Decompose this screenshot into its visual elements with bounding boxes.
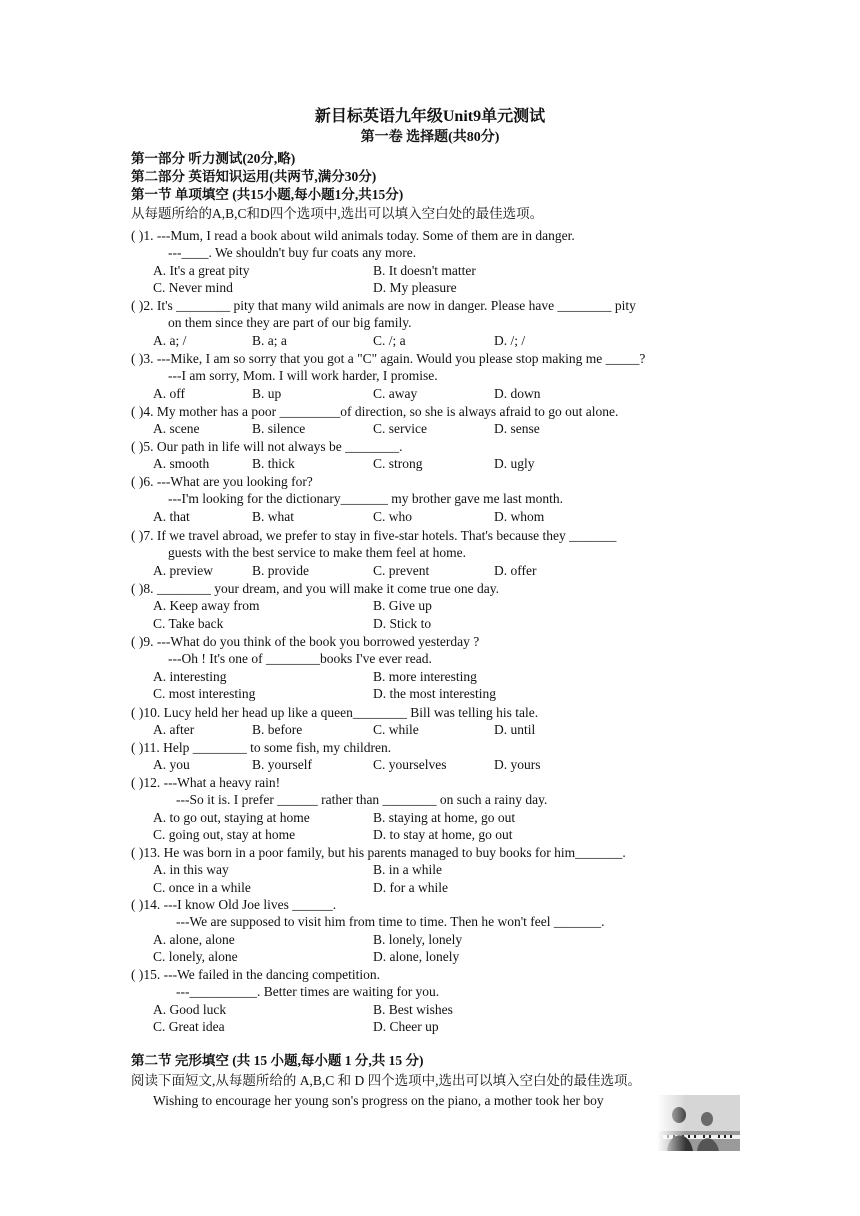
part2-heading: 第二部分 英语知识运用(共两节,满分30分): [131, 169, 377, 184]
question-3-stem: ( )3. ---Mike, I am so sorry that you got a "C" again. Would you please stop making me _____?: [131, 351, 646, 366]
question-12-option: A. to go out, staying at home: [153, 809, 310, 825]
question-9-dialogue-line: ---Oh ! It's one of ________books I've ever read.: [168, 651, 432, 667]
question-14-option: A. alone, alone: [153, 931, 235, 947]
question-15-option: A. Good luck: [153, 1001, 227, 1017]
question-10-option: C. while: [373, 722, 419, 738]
page-title: 新目标英语九年级Unit9单元测试: [314, 108, 546, 125]
question-15-option: B. Best wishes: [373, 1001, 453, 1017]
question-1-option: D. My pleasure: [373, 280, 457, 296]
question-15-dialogue-line: ---__________. Better times are waiting for you.: [176, 984, 440, 1000]
question-15-option: C. Great idea: [153, 1019, 225, 1035]
question-5-option: B. thick: [252, 456, 295, 472]
question-9-stem: ( )9. ---What do you think of the book you borrowed yesterday ?: [131, 634, 480, 649]
question-2-stem: ( )2. It's ________ pity that many wild animals are now in danger. Please have ________ pity: [131, 298, 636, 313]
question-8-option: C. Take back: [153, 615, 224, 631]
question-4-option: C. service: [373, 421, 427, 437]
question-8-option: B. Give up: [373, 598, 432, 614]
question-9-option: D. the most interesting: [373, 686, 496, 702]
question-12-dialogue-line: ---So it is. I prefer ______ rather than ________ on such a rainy day.: [176, 792, 548, 808]
question-2-option: D. /; /: [494, 332, 526, 348]
question-14-option: D. alone, lonely: [373, 949, 460, 965]
question-1-stem: ( )1. ---Mum, I read a book about wild animals today. Some of them are in danger.: [131, 228, 575, 243]
question-9-option: A. interesting: [153, 668, 227, 684]
question-7-option: B. provide: [252, 562, 309, 578]
question-13-option: C. once in a while: [153, 879, 251, 895]
question-14-stem: ( )14. ---I know Old Joe lives ______.: [131, 897, 337, 912]
question-13-stem: ( )13. He was born in a poor family, but his parents managed to buy books for him_______.: [131, 845, 626, 860]
question-5-option: C. strong: [373, 456, 423, 472]
question-3-option: A. off: [153, 385, 185, 401]
question-7-dialogue-line: guests with the best service to make them feel at home.: [168, 545, 467, 561]
question-1-option: B. It doesn't matter: [373, 262, 476, 278]
question-9-option: B. more interesting: [373, 668, 477, 684]
question-10-option: D. until: [494, 722, 536, 738]
question-1-dialogue-line: ---____. We shouldn't buy fur coats any more.: [168, 245, 417, 261]
question-8-option: A. Keep away from: [153, 598, 260, 614]
question-12-option: D. to stay at home, go out: [373, 827, 513, 843]
question-11-stem: ( )11. Help ________ to some fish, my children.: [131, 740, 392, 755]
question-6-option: B. what: [252, 508, 294, 524]
question-4-option: A. scene: [153, 421, 200, 437]
question-11-option: C. yourselves: [373, 757, 447, 773]
question-2-option: C. /; a: [373, 332, 406, 348]
part1-heading: 第一部分 听力测试(20分,略): [131, 151, 296, 166]
question-2-option: B. a; a: [252, 332, 287, 348]
question-7-option: A. preview: [153, 562, 213, 578]
question-4-stem: ( )4. My mother has a poor _________of direction, so she is always afraid to go out alone.: [131, 404, 619, 419]
question-5-option: D. ugly: [494, 456, 535, 472]
question-14-dialogue-line: ---We are supposed to visit him from time to time. Then he won't feel _______.: [176, 914, 605, 930]
question-8-option: D. Stick to: [373, 615, 432, 631]
question-5-stem: ( )5. Our path in life will not always be ________.: [131, 439, 403, 454]
section2-heading: 第二节 完形填空 (共 15 小题,每小题 1 分,共 15 分): [131, 1053, 424, 1068]
question-10-option: A. after: [153, 722, 195, 738]
piano-photo: [657, 1095, 740, 1151]
question-10-stem: ( )10. Lucy held her head up like a queen________ Bill was telling his tale.: [131, 705, 539, 720]
question-14-option: C. lonely, alone: [153, 949, 238, 965]
question-12-option: B. staying at home, go out: [373, 809, 516, 825]
question-6-dialogue-line: ---I'm looking for the dictionary_______ my brother gave me last month.: [168, 491, 563, 507]
question-4-option: B. silence: [252, 421, 306, 437]
section1-heading: 第一节 单项填空 (共15小题,每小题1分,共15分): [131, 187, 404, 202]
question-11-option: A. you: [153, 757, 190, 773]
question-2-option: A. a; /: [153, 332, 187, 348]
question-6-option: A. that: [153, 508, 190, 524]
question-12-option: C. going out, stay at home: [153, 827, 296, 843]
question-1-option: A. It's a great pity: [153, 262, 250, 278]
passage-text: Wishing to encourage her young son's progress on the piano, a mother took her boy: [153, 1093, 604, 1108]
question-4-option: D. sense: [494, 421, 540, 437]
question-13-option: A. in this way: [153, 862, 229, 878]
question-12-stem: ( )12. ---What a heavy rain!: [131, 775, 281, 790]
question-1-option: C. Never mind: [153, 280, 233, 296]
question-3-dialogue-line: ---I am sorry, Mom. I will work harder, I promise.: [168, 368, 438, 384]
question-7-option: C. prevent: [373, 562, 430, 578]
question-9-option: C. most interesting: [153, 686, 256, 702]
question-15-stem: ( )15. ---We failed in the dancing competition.: [131, 967, 380, 982]
section1-instructions: 从每题所给的A,B,C和D四个选项中,选出可以填入空白处的最佳选项。: [131, 206, 544, 221]
question-10-option: B. before: [252, 722, 303, 738]
question-13-option: D. for a while: [373, 879, 448, 895]
question-13-option: B. in a while: [373, 862, 442, 878]
question-5-option: A. smooth: [153, 456, 210, 472]
volume-subtitle: 第一卷 选择题(共80分): [360, 130, 500, 145]
question-6-stem: ( )6. ---What are you looking for?: [131, 474, 313, 489]
question-8-stem: ( )8. ________ your dream, and you will make it come true one day.: [131, 581, 500, 596]
question-15-option: D. Cheer up: [373, 1019, 439, 1035]
question-11-option: B. yourself: [252, 757, 312, 773]
question-11-option: D. yours: [494, 757, 541, 773]
question-3-option: B. up: [252, 385, 282, 401]
question-6-option: D. whom: [494, 508, 545, 524]
section2-instructions: 阅读下面短文,从每题所给的 A,B,C 和 D 四个选项中,选出可以填入空白处的最佳选项。: [131, 1073, 642, 1088]
question-6-option: C. who: [373, 508, 413, 524]
question-2-dialogue-line: on them since they are part of our big family.: [168, 315, 412, 331]
question-3-option: C. away: [373, 385, 418, 401]
question-7-stem: ( )7. If we travel abroad, we prefer to stay in five-star hotels. That's because they _______: [131, 528, 617, 543]
question-3-option: D. down: [494, 385, 541, 401]
question-7-option: D. offer: [494, 562, 537, 578]
question-14-option: B. lonely, lonely: [373, 931, 463, 947]
